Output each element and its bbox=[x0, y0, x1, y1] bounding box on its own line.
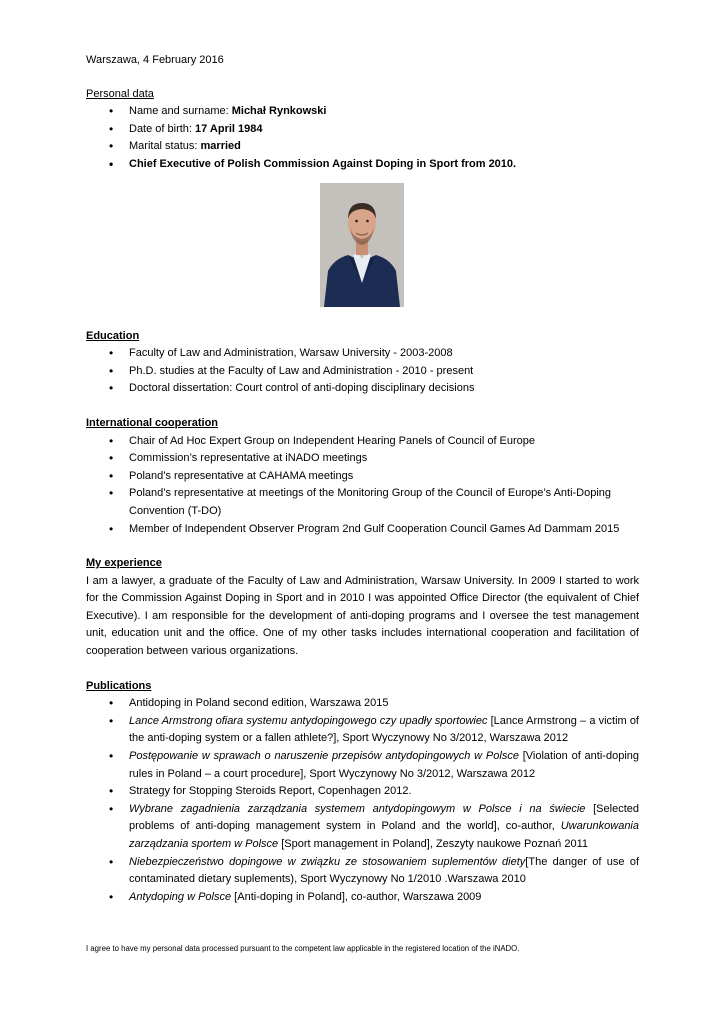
role-item: • Chief Executive of Polish Commission Against Doping in Sport from 2010. bbox=[129, 156, 639, 174]
publication-title: Postępowanie w sprawach o naruszenie przepisów antydopingowych w Polsce bbox=[129, 750, 519, 763]
publications-list bbox=[86, 695, 639, 906]
list-item: • Strategy for Stopping Steroids Report, Copenhagen 2012. bbox=[129, 783, 639, 801]
marital-label: Marital status: bbox=[129, 140, 201, 153]
list-item bbox=[129, 103, 639, 121]
list-item bbox=[129, 121, 639, 139]
name-value: Michał Rynkowski bbox=[231, 105, 327, 118]
list-item bbox=[129, 854, 639, 889]
publications-heading: Publications bbox=[86, 679, 152, 692]
list-item: • Chair of Ad Hoc Expert Group on Independent Hearing Panels of Council of Europe bbox=[129, 433, 639, 451]
international-list bbox=[86, 433, 639, 539]
international-heading: International cooperation bbox=[86, 416, 219, 429]
portrait-photo bbox=[320, 183, 404, 307]
personal-data-heading: Personal data bbox=[86, 87, 154, 100]
education-list bbox=[86, 345, 639, 398]
list-item: • Poland’s representative at meetings of the Monitoring Group of the Council of Europe’s Anti-Doping Convention (T-DO) bbox=[129, 485, 639, 520]
publication-details: [The danger of use of contaminated dietary suplements), Sport Wyczynowy No 1/2010 .Warszawa 2010 bbox=[129, 855, 639, 886]
list-item: • Poland’s representative at CAHAMA meetings bbox=[129, 468, 639, 486]
publication-details: [Selected problems of anti-doping management system in Poland and the world], co-author, bbox=[129, 802, 639, 833]
personal-data-list bbox=[86, 103, 639, 173]
dob-label: Date of birth: bbox=[129, 122, 196, 135]
list-item bbox=[129, 713, 639, 748]
list-item: • Antidoping in Poland second edition, Warszawa 2015 bbox=[129, 695, 639, 713]
publication-details: [Anti-doping in Poland], co-author, Warszawa 2009 bbox=[231, 890, 482, 903]
education-heading: Education bbox=[86, 329, 140, 342]
list-item bbox=[129, 801, 639, 854]
publication-details: [Violation of anti-doping rules in Poland – a court procedure], Sport Wyczynowy No 3/2012, Warszawa 2012 bbox=[129, 750, 639, 780]
publication-title: Wybrane zagadnienia zarządzania systemem antydopingowym w Polsce i na świecie bbox=[129, 802, 586, 815]
date-line: Warszawa, 4 February 2016 bbox=[86, 54, 224, 66]
dob-value: 17 April 1984 bbox=[195, 122, 263, 135]
list-item: • Doctoral dissertation: Court control of anti-doping disciplinary decisions bbox=[129, 380, 639, 398]
publication-title: Antydoping w Polsce bbox=[129, 890, 232, 903]
portrait-image bbox=[320, 183, 404, 307]
name-label: Name and surname: bbox=[129, 105, 232, 118]
list-item: • Ph.D. studies at the Faculty of Law and Administration - 2010 - present bbox=[129, 363, 639, 381]
publication-details: [Sport management in Poland], Zeszyty naukowe Poznań 2011 bbox=[278, 838, 589, 850]
marital-value: married bbox=[200, 140, 241, 153]
experience-text: I am a lawyer, a graduate of the Faculty of Law and Administration, Warsaw University. In 2009 I started to work for the Commission Against Doping in Sport and in 2010 I was appointed Office Director (the equivalent of Chief Executive). I am responsible for the development of anti-doping programs and I oversee the test management unit, education unit and the office. One of my other tasks includes international cooperation and facilitation of cooperation between various organizations. bbox=[86, 574, 639, 658]
list-item: • Faculty of Law and Administration, Warsaw University - 2003-2008 bbox=[129, 345, 639, 363]
experience-heading: My experience bbox=[86, 557, 162, 570]
list-item bbox=[129, 138, 639, 156]
list-item: • Commission’s representative at iNADO meetings bbox=[129, 450, 639, 468]
list-item bbox=[129, 889, 639, 907]
publication-details: [Lance Armstrong – a victim of the anti-doping system or a fallen athlete?], Sport Wyczynowy No 3/2012, Warszawa 2012 bbox=[129, 714, 639, 745]
consent-footer: I agree to have my personal data processed pursuant to the competent law applicable in the registered location of the iNADO. bbox=[86, 943, 520, 953]
publication-title: Uwarunkowania zarządzania sportem w Polsce bbox=[129, 820, 639, 850]
list-item: • Member of Independent Observer Program 2nd Gulf Cooperation Council Games Ad Dammam 2015 bbox=[129, 521, 639, 539]
publication-title: Niebezpieczeństwo dopingowe w związku ze stosowaniem suplementów diety bbox=[129, 855, 526, 868]
publication-title: Lance Armstrong ofiara systemu antydopingowego czy upadły sportowiec bbox=[129, 714, 488, 727]
cv-document bbox=[86, 52, 639, 906]
list-item bbox=[129, 748, 639, 783]
photo-area bbox=[86, 183, 639, 328]
